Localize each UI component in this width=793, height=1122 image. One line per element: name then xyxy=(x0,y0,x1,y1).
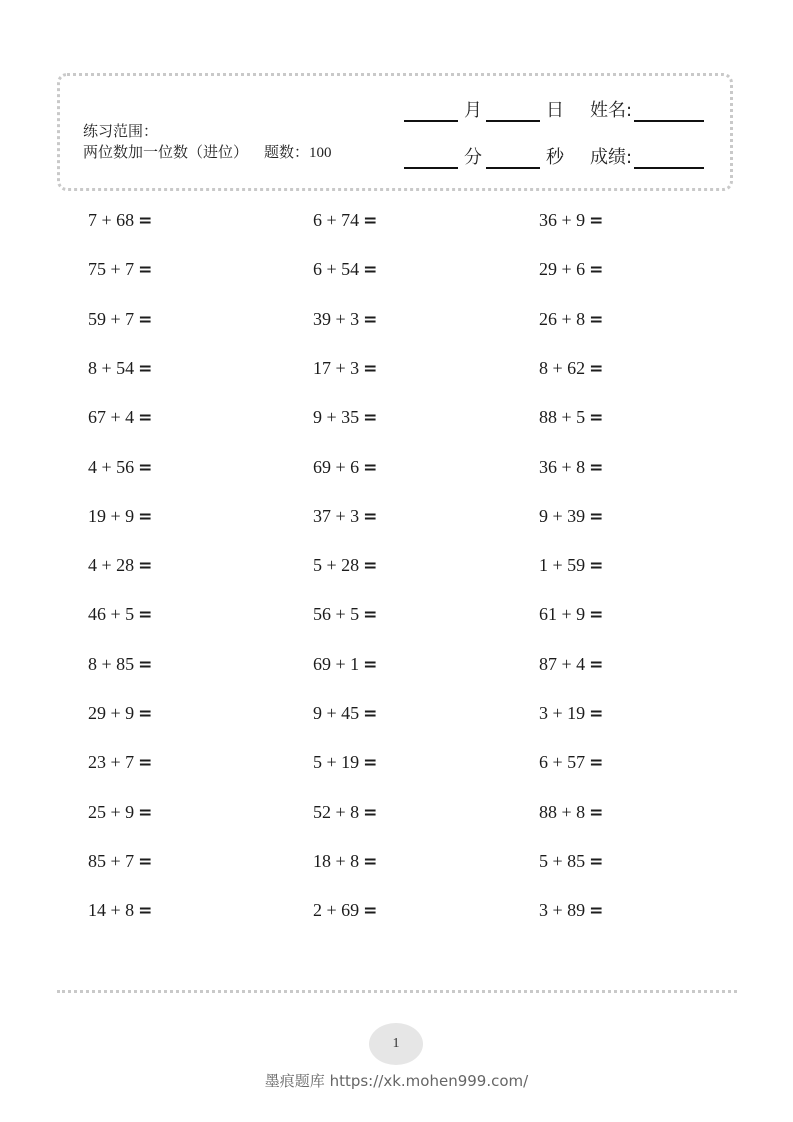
problem-expression: 5 + 85 xyxy=(539,850,586,871)
problem-expression: 29 + 6 xyxy=(539,259,586,280)
problem-item xyxy=(539,407,603,428)
problem-item xyxy=(88,358,152,379)
problem-expression: 2 + 69 xyxy=(313,900,360,921)
equals-sign: = xyxy=(138,408,153,429)
equals-sign: = xyxy=(363,802,378,823)
equals-sign: = xyxy=(138,802,153,823)
equals-sign: = xyxy=(589,753,604,774)
problem-expression: 9 + 45 xyxy=(313,703,360,723)
problem-item xyxy=(88,309,152,330)
problem-expression: 61 + 9 xyxy=(539,604,586,625)
problem-item xyxy=(88,259,152,280)
problem-expression: 25 + 9 xyxy=(88,801,135,822)
problem-expression: 6 + 74 xyxy=(313,210,360,230)
equals-sign: = xyxy=(138,260,153,281)
score-label: 成绩: xyxy=(590,147,633,168)
range-label: 练习范围： xyxy=(83,122,159,140)
problem-item xyxy=(88,210,152,231)
equals-sign: = xyxy=(363,605,378,626)
equals-sign: = xyxy=(589,309,604,330)
equals-sign: = xyxy=(589,211,604,231)
problem-item xyxy=(88,555,152,576)
equals-sign: = xyxy=(138,851,153,872)
problem-expression: 18 + 8 xyxy=(313,850,360,871)
equals-sign: = xyxy=(363,851,378,872)
problem-expression: 14 + 8 xyxy=(88,900,135,921)
problem-item xyxy=(539,900,603,921)
problem-expression: 5 + 28 xyxy=(313,555,360,576)
equals-sign: = xyxy=(363,654,378,675)
problem-item xyxy=(539,309,603,330)
problem-item xyxy=(88,703,152,724)
equals-sign: = xyxy=(589,901,604,922)
problem-expression: 88 + 5 xyxy=(539,407,586,428)
problem-expression: 9 + 39 xyxy=(539,505,586,526)
equals-sign: = xyxy=(589,506,604,527)
problem-expression: 29 + 9 xyxy=(88,703,135,723)
problem-expression: 3 + 89 xyxy=(539,900,586,921)
problem-item xyxy=(313,259,377,280)
equals-sign: = xyxy=(138,211,153,231)
problem-item xyxy=(313,604,377,625)
problem-item xyxy=(313,555,377,576)
problem-expression: 69 + 1 xyxy=(313,653,360,674)
problem-expression: 26 + 8 xyxy=(539,308,586,329)
problem-expression: 37 + 3 xyxy=(313,505,360,526)
problem-item xyxy=(539,506,603,527)
problem-item xyxy=(88,506,152,527)
equals-sign: = xyxy=(363,408,378,429)
count-value: 100 xyxy=(309,145,332,161)
problem-item xyxy=(88,752,152,773)
problem-item xyxy=(539,457,603,478)
problem-item xyxy=(539,654,603,675)
problem-expression: 3 + 19 xyxy=(539,703,586,723)
problem-item xyxy=(313,358,377,379)
problem-expression: 59 + 7 xyxy=(88,308,135,329)
equals-sign: = xyxy=(589,654,604,675)
equals-sign: = xyxy=(589,605,604,626)
equals-sign: = xyxy=(589,704,604,724)
equals-sign: = xyxy=(138,556,153,577)
problem-expression: 88 + 8 xyxy=(539,801,586,822)
problem-item xyxy=(88,851,152,872)
equals-sign: = xyxy=(363,309,378,330)
problem-expression: 52 + 8 xyxy=(313,801,360,822)
name-label: 姓名: xyxy=(590,100,633,121)
problem-expression: 5 + 19 xyxy=(313,752,360,773)
footer-text: 墨痕题库 https://xk.mohen999.com/ xyxy=(264,1072,529,1090)
day-label: 日 xyxy=(546,100,564,121)
problem-expression: 8 + 62 xyxy=(539,357,586,378)
problem-item xyxy=(313,703,377,724)
problem-item xyxy=(88,457,152,478)
equals-sign: = xyxy=(138,506,153,527)
second-label: 秒 xyxy=(546,147,564,168)
problem-expression: 56 + 5 xyxy=(313,604,360,625)
equals-sign: = xyxy=(363,704,378,724)
problem-item xyxy=(88,802,152,823)
problem-item xyxy=(88,900,152,921)
equals-sign: = xyxy=(363,457,378,478)
problem-item xyxy=(313,457,377,478)
problem-item xyxy=(539,358,603,379)
problem-item xyxy=(539,604,603,625)
problem-item xyxy=(539,802,603,823)
count-label: 题数： xyxy=(264,143,310,161)
equals-sign: = xyxy=(589,408,604,429)
problem-expression: 36 + 8 xyxy=(539,456,586,477)
equals-sign: = xyxy=(138,358,153,379)
equals-sign: = xyxy=(138,605,153,626)
problem-expression: 67 + 4 xyxy=(88,407,135,428)
problem-item xyxy=(313,210,377,231)
problem-expression: 7 + 68 xyxy=(88,210,135,230)
equals-sign: = xyxy=(363,506,378,527)
problem-item xyxy=(539,703,603,724)
minute-label: 分 xyxy=(464,147,482,168)
problem-item xyxy=(88,407,152,428)
equals-sign: = xyxy=(138,704,153,724)
equals-sign: = xyxy=(138,457,153,478)
equals-sign: = xyxy=(363,260,378,281)
problem-expression: 75 + 7 xyxy=(88,259,135,280)
equals-sign: = xyxy=(363,358,378,379)
equals-sign: = xyxy=(589,457,604,478)
problem-item xyxy=(313,407,377,428)
problem-item xyxy=(539,555,603,576)
month-label: 月 xyxy=(464,100,482,121)
problem-item xyxy=(313,851,377,872)
problem-expression: 17 + 3 xyxy=(313,357,360,378)
problem-expression: 19 + 9 xyxy=(88,505,135,526)
equals-sign: = xyxy=(138,753,153,774)
problem-expression: 8 + 54 xyxy=(88,357,135,378)
problem-expression: 23 + 7 xyxy=(88,752,135,773)
problem-item xyxy=(313,752,377,773)
equals-sign: = xyxy=(589,851,604,872)
problem-expression: 87 + 4 xyxy=(539,653,586,674)
problem-item xyxy=(539,259,603,280)
equals-sign: = xyxy=(363,753,378,774)
problem-expression: 1 + 59 xyxy=(539,555,586,576)
problem-expression: 69 + 6 xyxy=(313,456,360,477)
equals-sign: = xyxy=(138,309,153,330)
problem-item xyxy=(313,802,377,823)
problem-expression: 9 + 35 xyxy=(313,407,360,428)
problem-expression: 4 + 56 xyxy=(88,456,135,477)
problem-item xyxy=(313,900,377,921)
equals-sign: = xyxy=(363,556,378,577)
problem-expression: 8 + 85 xyxy=(88,653,135,674)
problem-expression: 39 + 3 xyxy=(313,308,360,329)
problem-item xyxy=(313,506,377,527)
problem-item xyxy=(313,654,377,675)
equals-sign: = xyxy=(589,260,604,281)
problem-expression: 4 + 28 xyxy=(88,555,135,576)
problem-item xyxy=(539,210,603,231)
equals-sign: = xyxy=(138,901,153,922)
problem-item xyxy=(313,309,377,330)
equals-sign: = xyxy=(363,211,378,231)
equals-sign: = xyxy=(589,802,604,823)
problem-expression: 6 + 57 xyxy=(539,752,586,773)
problem-expression: 85 + 7 xyxy=(88,850,135,871)
problem-expression: 46 + 5 xyxy=(88,604,135,625)
problem-item xyxy=(88,604,152,625)
page-number: 1 xyxy=(369,1023,423,1065)
problem-item xyxy=(88,654,152,675)
problem-item xyxy=(539,851,603,872)
equals-sign: = xyxy=(589,556,604,577)
equals-sign: = xyxy=(363,901,378,922)
equals-sign: = xyxy=(138,654,153,675)
divider xyxy=(57,990,737,993)
topic: 两位数加一位数（进位） xyxy=(83,143,249,161)
problem-expression: 6 + 54 xyxy=(313,259,360,280)
equals-sign: = xyxy=(589,358,604,379)
problem-expression: 36 + 9 xyxy=(539,210,586,230)
problem-item xyxy=(539,752,603,773)
